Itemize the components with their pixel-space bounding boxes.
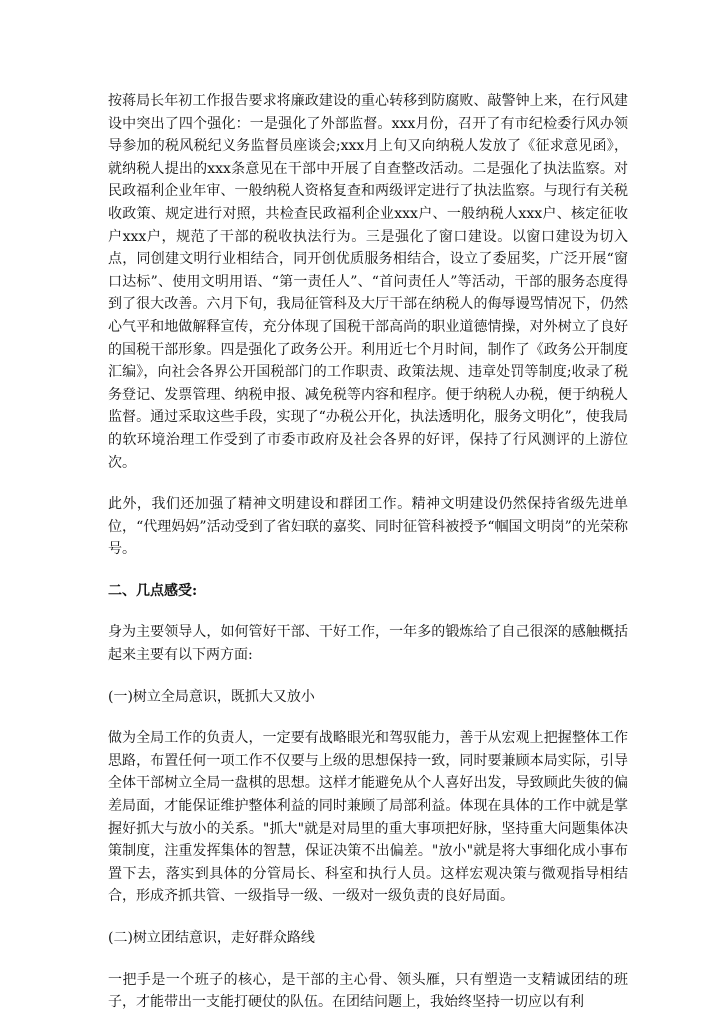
paragraph-integrity-work: 按蒋局长年初工作报告要求将廉政建设的重心转移到防腐败、敲警钟上来，在行风建设中突出了四个强化：一是强化了外部监督。xxx月份，召开了有市纪检委行风办领导参加的税风税纪义务监督员座谈会;xxx月上旬又向纳税人发放了《征求意见函》，就纳税人提出的xxx条意见在干部中开展了自查整改活动。二是强化了执法监察。对民政福利企业年审、一般纳税人资格复查和两级评定进行了执法监察。与现行有关税收政策、规定进行对照，共检查民政福利企业xxx户、一般纳税人xxx户、核定征收户xxx户，规范了干部的税收执法行为。三是强化了窗口建设。以窗口建设为切入点，同创建文明行业相结合，同开创优质服务相结合，设立了委屈奖，广泛开展“窗口达标”、使用文明用语、“第一责任人”、“首问责任人”等活动，干部的服务态度得到了很大改善。六月下旬，我局征管科及大厅干部在纳税人的侮辱谩骂情况下，仍然心气平和地做解释宣传，充分体现了国税干部高尚的职业道德情操，对外树立了良好的国税干部形象。四是强化了政务公开。利用近七个月时间，制作了《政务公开制度汇编》，向社会各界公开国税部门的工作职责、政策法规、违章处罚等制度;收录了税务登记、发票管理、纳税申报、减免税等内容和程序。便于纳税人办税，便于纳税人监督。通过采取这些手段，实现了“办税公开化，执法透明化，服务文明化”，使我局的软环境治理工作受到了市委市政府及社会各界的好评，保持了行风测评的上游位次。: [108, 93, 628, 471]
paragraph-unity-awareness: 一把手是一个班子的核心，是干部的主心骨、领头雁，只有塑造一支精诚团结的班子，才能带出一支能打硬仗的队伍。在团结问题上，我始终坚持一切应以有利: [108, 971, 628, 1011]
spacer: [108, 667, 628, 686]
paragraph-intro-reflections: 身为主要领导人，如何管好干部、干好工作，一年多的锻炼给了自己很深的感触概括起来主要有以下两方面:: [108, 624, 628, 664]
spacer: [108, 602, 628, 621]
subheading-overall-awareness: (一)树立全局意识，既抓大又放小: [108, 688, 315, 705]
spacer: [108, 561, 628, 580]
spacer: [108, 950, 628, 969]
subheading-unity-awareness: (二)树立团结意识，走好群众路线: [108, 930, 315, 946]
document-page: [108, 90, 628, 1014]
paragraph-overall-awareness: 做为全局工作的负责人，一定要有战略眼光和驾驭能力，善于从宏观上把握整体工作思路，布置任何一项工作不仅要与上级的思想保持一致，同时要兼顾本局实际，引导全体干部树立全局一盘棋的思想。这样才能避免从个人喜好出发，导致顾此失彼的偏差局面，才能保证维护整体利益的同时兼顾了局部利益。体现在具体的工作中就是掌握好抓大与放小的关系。"抓大"就是对局里的重大事项把好脉，坚持重大问题集体决策制度，注重发挥集体的智慧，保证决策不出偏差。"放小"就是将大事细化成小事布置下去，落实到具体的分管局长、科室和执行人员。这样宏观决策与微观指导相结合，形成齐抓共管、一级指导一级、一级对一级负责的良好局面。: [108, 730, 628, 905]
spacer: [108, 708, 628, 727]
section-heading-reflections: 二、几点感受:: [108, 582, 198, 599]
spacer: [108, 908, 628, 927]
spacer: [108, 474, 628, 493]
paragraph-civilization-work: 此外，我们还加强了精神文明建设和群团工作。精神文明建设仍然保持省级先进单位，“代理妈妈”活动受到了省妇联的嘉奖、同时征管科被授予“帼国文明岗”的光荣称号。: [108, 496, 628, 558]
